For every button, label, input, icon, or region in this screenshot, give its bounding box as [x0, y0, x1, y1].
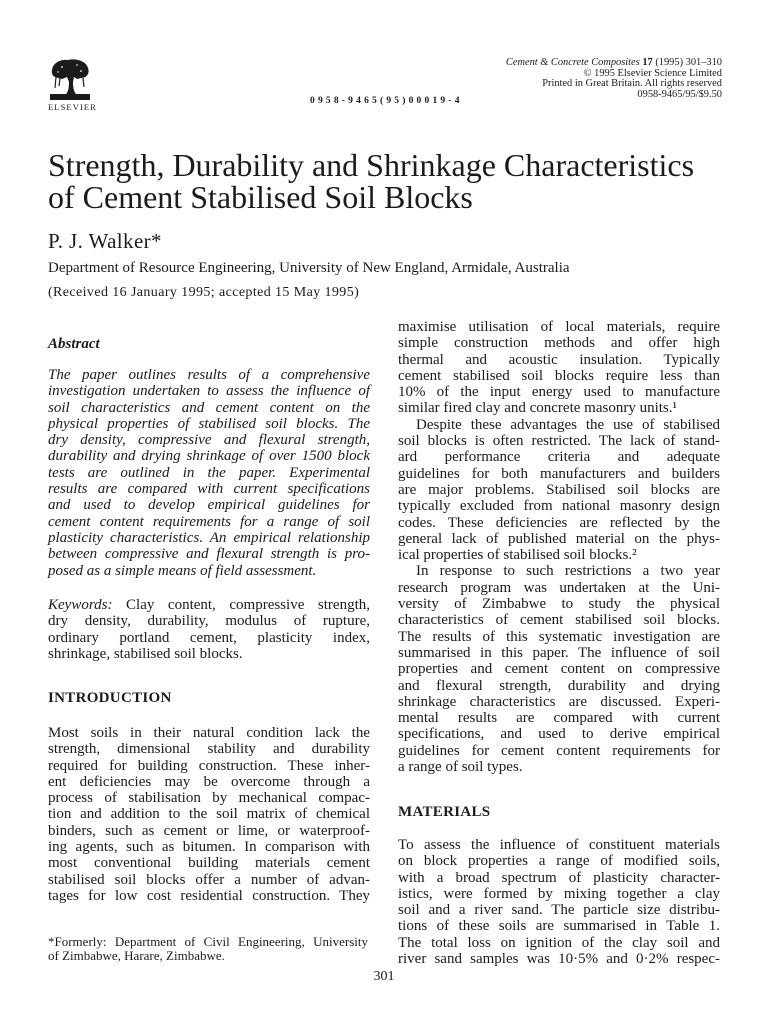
text-line: tages for low cost residential construction. They: [48, 887, 370, 904]
text-line: cement stabilised soil blocks require less than: [398, 367, 720, 384]
copyright-line: © 1995 Elsevier Science Limited: [583, 67, 722, 79]
text-line: tests are outlined in the paper. Experimental: [48, 464, 370, 481]
keywords-text: Clay content, compressive strength,: [126, 597, 370, 613]
printed-line: Printed in Great Britain. All rights reserved: [542, 78, 722, 90]
materials-body: [398, 837, 720, 967]
page-number: 301: [373, 969, 395, 984]
text-line: The total loss on ignition of the clay soil and: [398, 934, 720, 951]
text-line: on block properties a range of modified soils,: [398, 853, 720, 870]
text-line: general lack of published material on the phys-: [398, 530, 720, 547]
text-line: binders, such as cement or lime, or waterproof-: [48, 822, 370, 839]
text-line: dry density, compressive and flexural strength,: [48, 432, 370, 449]
paragraph: [48, 935, 368, 963]
text-line: soil and a river sand. The particle size distribu-: [398, 902, 720, 919]
text-line: characteristics of cement stabilised soil blocks.: [398, 612, 720, 629]
materials-heading: MATERIALS: [398, 804, 491, 820]
author-footnote: [48, 935, 368, 963]
text-line: strength, dimensional stability and durability: [48, 741, 370, 758]
text-line: river sand samples was 10·5% and 0·2% respec-: [398, 951, 720, 968]
text-line: investigation undertaken to assess the influence of: [48, 383, 370, 400]
title-line: of Cement Stabilised Soil Blocks: [48, 179, 473, 215]
text-line: tion and addition to the soil matrix of chemical: [48, 806, 370, 823]
text-line: thermal and acoustic insulation. Typically: [398, 351, 720, 368]
text-line: Despite these advantages the use of stabilised: [416, 416, 720, 433]
text-line: properties and cement content on compressive: [398, 661, 720, 678]
text-line: of Zimbabwe, Harare, Zimbabwe.: [48, 948, 225, 963]
text-line: maximise utilisation of local materials, require: [398, 319, 720, 335]
text-line: summarised in this paper. The influence of soil: [398, 644, 720, 661]
text-line: durability and drying shrinkage of over 1500 block: [48, 448, 370, 465]
author-name: P. J. Walker*: [48, 229, 162, 253]
text-line: and flexural strength, durability and drying: [398, 677, 720, 694]
text-line: and used to develop empirical guidelines for: [48, 497, 370, 514]
text-line: ing agents, such as bitumen. In comparison with: [48, 839, 370, 856]
text-line: guidelines for cement content requirements for: [398, 742, 720, 759]
paragraph: [398, 563, 720, 775]
text-line: To assess the influence of constituent materials: [398, 837, 720, 853]
article-title: [48, 149, 738, 213]
text-line: versity of Zimbabwe to study the physical: [398, 596, 720, 613]
publisher-name: ELSEVIER: [48, 102, 97, 112]
text-line: with a broad spectrum of plasticity character-: [398, 869, 720, 886]
text-line: results are compared with current specifications: [48, 481, 370, 498]
text-line: mental results are compared with current: [398, 710, 720, 727]
text-line: dry density, durability, modulus of rupture,: [48, 613, 370, 630]
text-line: [48, 597, 370, 613]
paragraph: [48, 367, 370, 579]
text-line: cement content requirements for a range of soil: [48, 513, 370, 530]
paragraph: [398, 417, 720, 564]
text-line: soil blocks is often restricted. The lack of stand-: [398, 433, 720, 450]
journal-name: Cement & Concrete Composites: [505, 57, 640, 68]
introduction-continued-body: [398, 319, 720, 775]
text-line: simple construction methods and offer high: [398, 335, 720, 352]
text-line: between compressive and flexural strength is pro-: [48, 546, 370, 563]
text-line: most conventional building materials cement: [48, 855, 370, 872]
introduction-heading: INTRODUCTION: [48, 690, 172, 706]
issn-price-line: 0958-9465/95/$9.50: [637, 89, 722, 101]
text-line: research program was undertaken at the Uni-: [398, 579, 720, 596]
text-line: In response to such restrictions a two year: [416, 563, 720, 580]
text-line: process of stabilisation by mechanical compac-: [48, 790, 370, 807]
text-line: ordinary portland cement, plasticity index,: [48, 629, 370, 646]
received-dates: (Received 16 January 1995; accepted 15 May 1995): [48, 285, 360, 300]
keywords: [48, 597, 370, 662]
elsevier-logo: [50, 58, 90, 100]
journal-year-pages: (1995) 301–310: [655, 57, 722, 68]
text-line: ical properties of stabilised soil blocks.²: [398, 547, 637, 564]
text-line: The paper outlines results of a comprehensive: [48, 367, 370, 383]
text-line: Most soils in their natural condition lack the: [48, 725, 370, 741]
text-line: ard performance criteria and adequate: [398, 449, 720, 466]
keywords-label: Keywords:: [48, 597, 113, 613]
text-line: The results of this systematic investigation are: [398, 628, 720, 645]
text-line: 10% of the input energy used to manufacture: [398, 384, 720, 401]
journal-info: [506, 58, 722, 101]
text-line: typically excluded from national masonry design: [398, 498, 720, 515]
journal-volume: 17: [642, 57, 653, 68]
text-line: istics, were formed by mixing together a clay: [398, 885, 720, 902]
text-line: shrinkage characteristics are discussed. Experi-: [398, 693, 720, 710]
text-line: are major problems. Stabilised soil blocks are: [398, 481, 720, 498]
doi-code: 0958-9465(95)00019-4: [310, 96, 463, 106]
text-line: specifications, and used to derive empirical: [398, 726, 720, 743]
text-line: similar fired clay and concrete masonry units.¹: [398, 400, 677, 417]
abstract-body: [48, 367, 370, 579]
text-line: required for building construction. These inher-: [48, 757, 370, 774]
text-line: plasticity characteristics. An empirical relationship: [48, 529, 370, 546]
title-line: Strength, Durability and Shrinkage Characteristics: [48, 147, 695, 183]
text-line: stabilised soil blocks offer a number of advan-: [48, 871, 370, 888]
text-line: codes. These deficiencies are reflected by the: [398, 514, 720, 531]
introduction-body: [48, 725, 370, 904]
text-line: guidelines for both manufacturers and builders: [398, 465, 720, 482]
text-line: tions of these soils are summarised in Table 1.: [398, 918, 720, 935]
author-affiliation: Department of Resource Engineering, University of New England, Armidale, Australia: [48, 260, 570, 276]
text-line: shrinkage, stabilised soil blocks.: [48, 645, 243, 662]
text-line: posed as a simple means of field assessment.: [48, 562, 317, 579]
text-line: soil characteristics and cement content on the: [48, 399, 370, 416]
text-line: ent deficiencies may be overcome through a: [48, 773, 370, 790]
paragraph: [398, 319, 720, 417]
paragraph: [398, 837, 720, 967]
text-line: physical properties of stabilised soil blocks. The: [48, 415, 370, 432]
abstract-heading: Abstract: [48, 336, 100, 352]
paragraph: [48, 725, 370, 904]
text-line: a range of soil types.: [398, 759, 523, 776]
text-line: *Formerly: Department of Civil Engineering, University: [48, 934, 368, 949]
